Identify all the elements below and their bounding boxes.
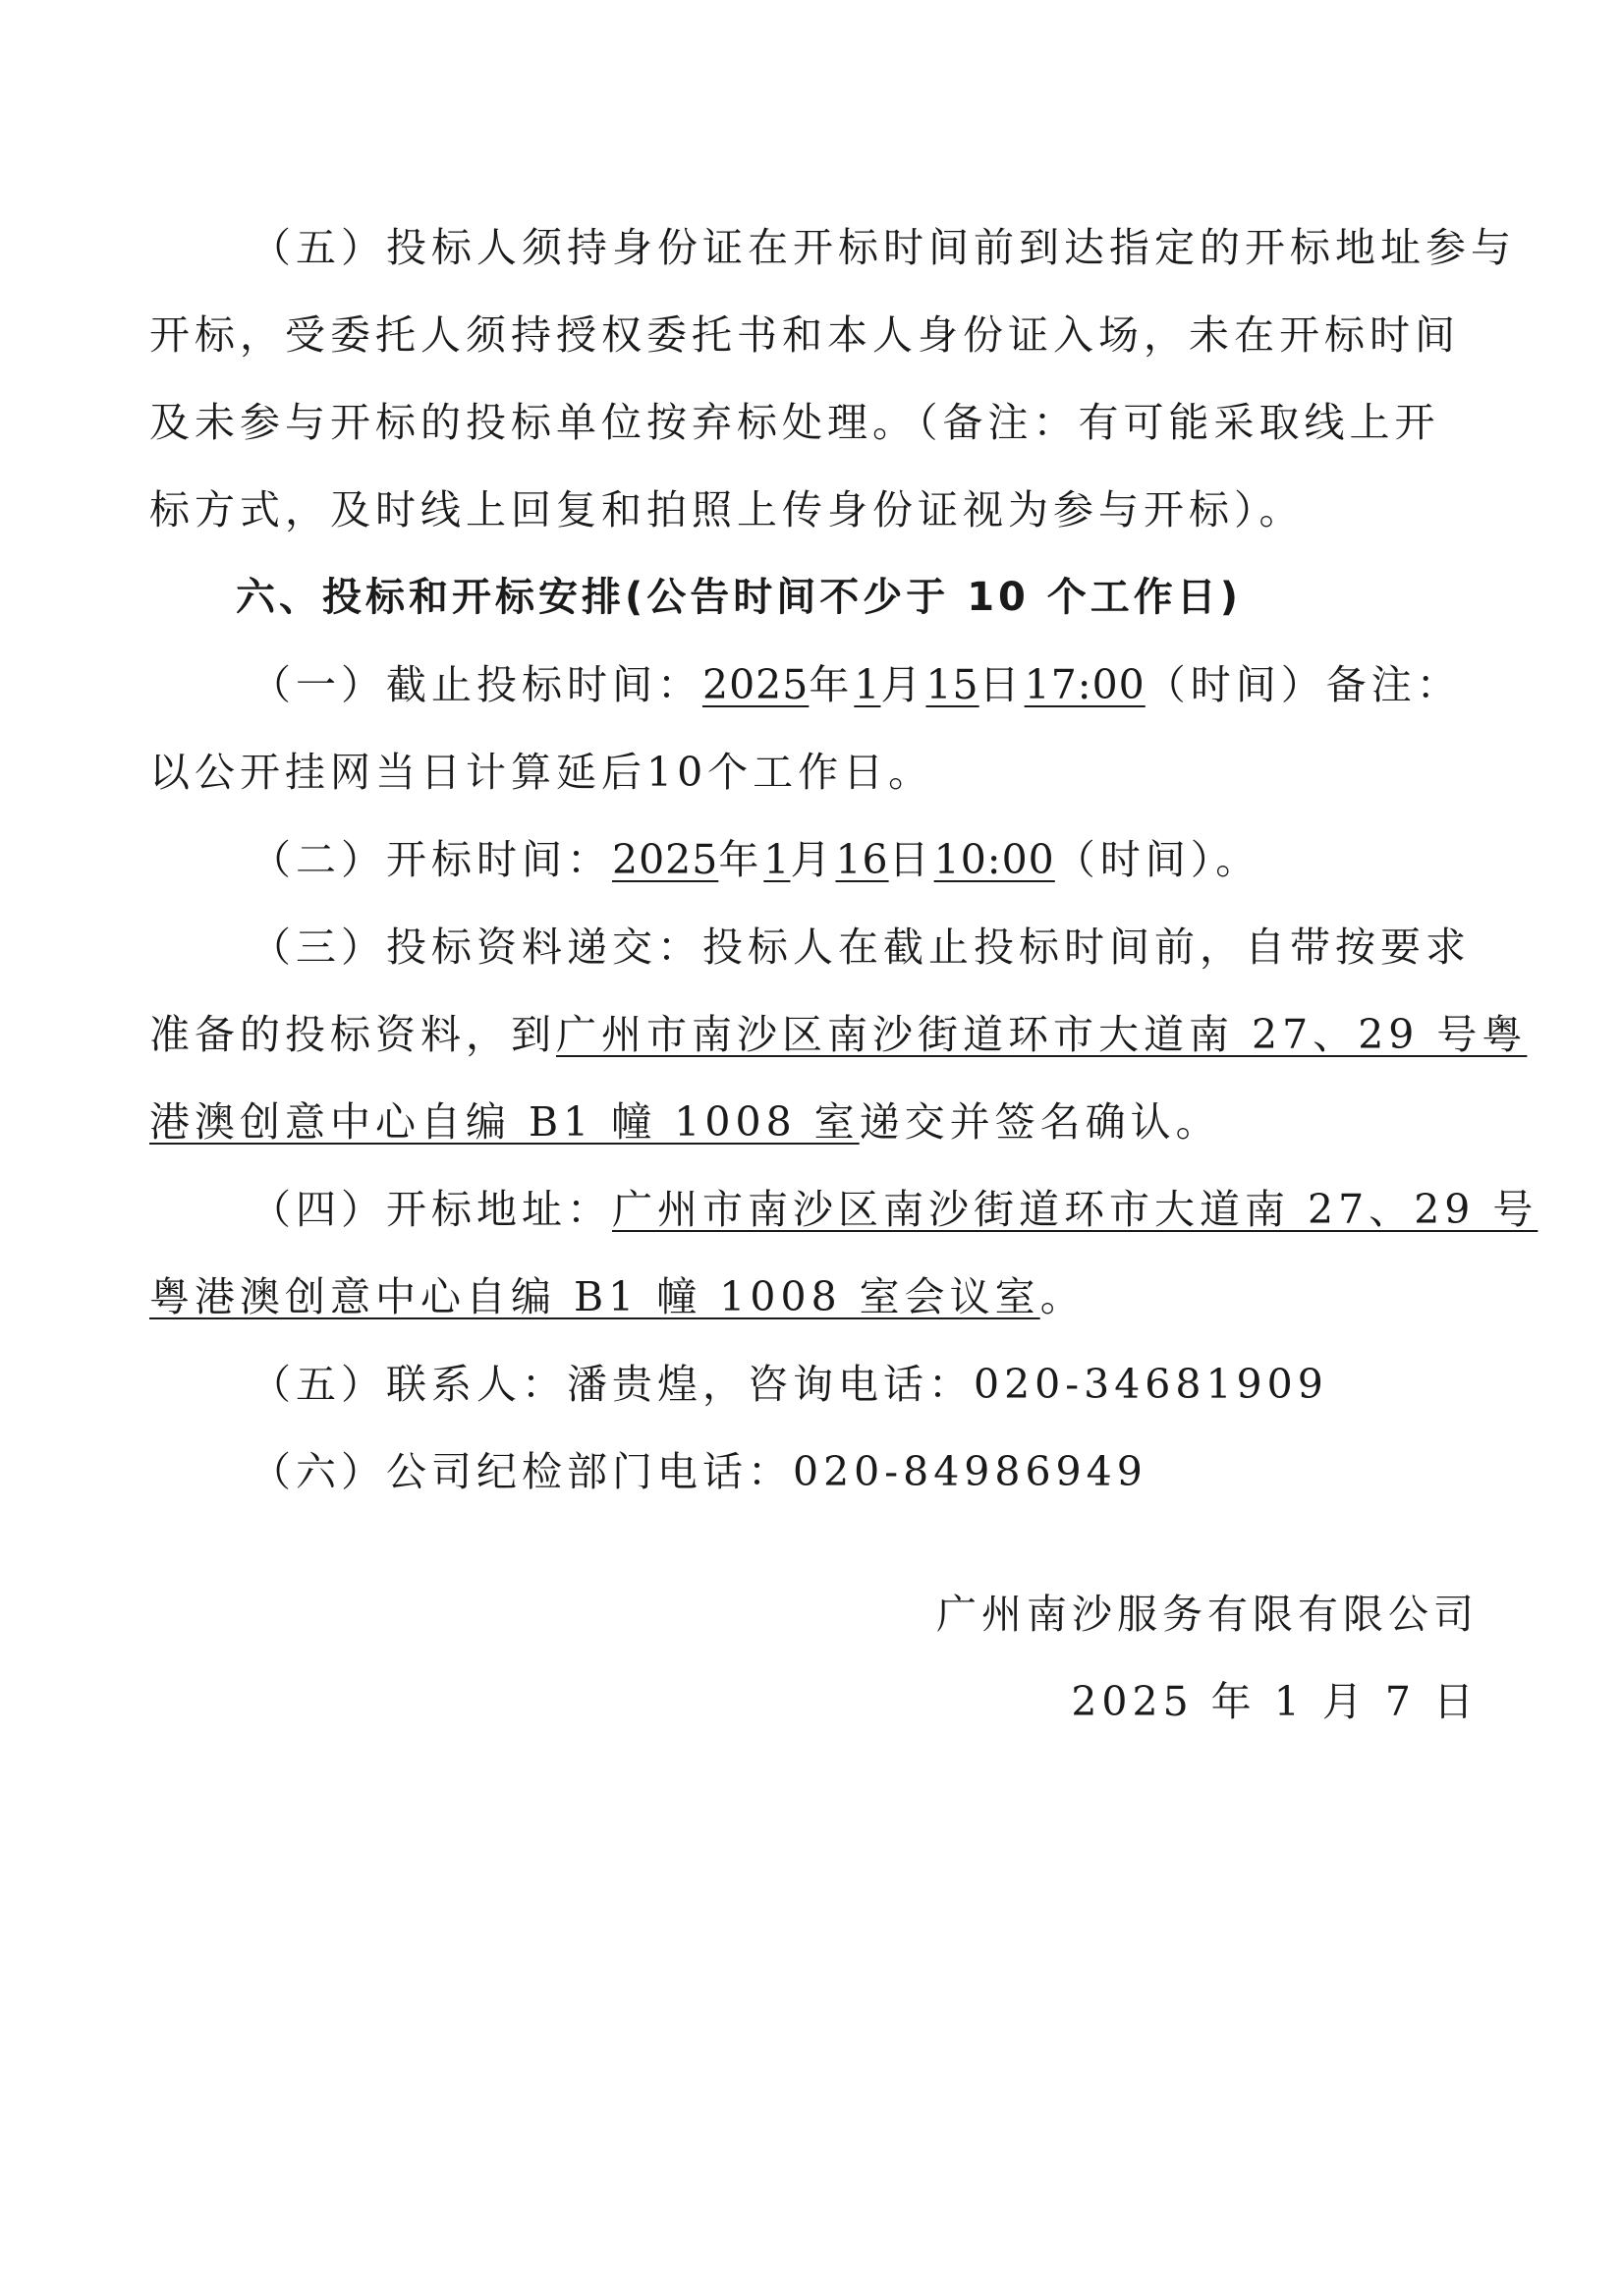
year-unit: 年	[809, 661, 855, 708]
opening-address-line1	[251, 1180, 1537, 1239]
year-unit: 年	[718, 836, 764, 883]
opening-address-suffix: 。	[1039, 1273, 1086, 1320]
paragraph-line	[0, 480, 1621, 539]
paragraph-line	[0, 218, 1621, 277]
opening-year: 2025	[612, 836, 719, 883]
signature-date: 2025 年 1 月 7 日	[1071, 1678, 1479, 1725]
month-unit: 月	[790, 836, 836, 883]
opening-address-prefix: （四）开标地址：	[251, 1186, 612, 1233]
submission-line2	[149, 1005, 1527, 1064]
opening-address-line2	[149, 1267, 1086, 1326]
opening-time: 10:00	[933, 836, 1055, 883]
paragraph-line	[0, 306, 1621, 364]
text-line: 标方式，及时线上回复和拍照上传身份证视为参与开标）。	[149, 486, 1305, 533]
opening-day: 16	[835, 836, 889, 883]
opening-prefix: （二）开标时间：	[251, 836, 612, 883]
submission-text: （三）投标资料递交：投标人在截止投标时间前，自带按要求	[251, 924, 1471, 971]
inspection-phone-text: （六）公司纪检部门电话：020-84986949	[251, 1448, 1147, 1495]
text-line: 及未参与开标的投标单位按弃标处理。（备注：有可能采取线上开	[149, 399, 1440, 446]
opening-address-cont: 粤港澳创意中心自编 B1 幢 1008 室会议室	[149, 1273, 1040, 1320]
deadline-time: 17:00	[1024, 661, 1146, 708]
submission-address: 广州市南沙区南沙街道环市大道南 27、29 号粤	[556, 1011, 1528, 1058]
paragraph-line	[0, 1005, 1621, 1064]
paragraph-line	[0, 1442, 1621, 1501]
month-unit: 月	[880, 661, 926, 708]
day-unit: 日	[888, 836, 934, 883]
contact-text: （五）联系人：潘贵煌，咨询电话：020-34681909	[251, 1361, 1328, 1408]
deadline-prefix: （一）截止投标时间：	[251, 661, 702, 708]
deadline-text	[251, 655, 1462, 714]
deadline-day: 15	[925, 661, 979, 708]
text-line: 开标，受委托人须持授权委托书和本人身份证入场，未在开标时间	[149, 311, 1460, 359]
submission-suffix: 递交并签名确认。	[859, 1098, 1221, 1146]
paragraph-line	[0, 1355, 1621, 1414]
deadline-month: 1	[854, 661, 881, 708]
paragraph-line	[0, 918, 1621, 977]
signature-company: 广州南沙服务有限有限公司	[936, 1591, 1479, 1638]
opening-address: 广州市南沙区南沙街道环市大道南 27、29 号	[612, 1186, 1538, 1233]
paragraph-line	[0, 1092, 1621, 1151]
opening-month: 1	[763, 836, 791, 883]
opening-time-text	[251, 830, 1260, 889]
section-heading	[0, 568, 1621, 627]
deadline-line	[0, 655, 1621, 714]
submission-prefix: 准备的投标资料，到	[149, 1011, 556, 1058]
deadline-suffix: （时间）备注：	[1145, 661, 1462, 708]
submission-address-cont: 港澳创意中心自编 B1 幢 1008 室	[149, 1098, 860, 1146]
text-line: （五）投标人须持身份证在开标时间前到达指定的开标地址参与	[251, 224, 1516, 271]
paragraph-line	[0, 393, 1621, 452]
deadline-note: 以公开挂网当日计算延后10个工作日。	[149, 749, 934, 796]
opening-suffix: （时间）。	[1054, 836, 1261, 883]
day-unit: 日	[978, 661, 1025, 708]
paragraph-line	[0, 743, 1621, 802]
paragraph-line	[0, 1267, 1621, 1326]
deadline-year: 2025	[702, 661, 810, 708]
submission-line3	[149, 1092, 1221, 1151]
paragraph-line	[0, 1180, 1621, 1239]
section-heading-text: 六、投标和开标安排(公告时间不少于 10 个工作日)	[236, 575, 1243, 620]
opening-time-line	[0, 830, 1621, 889]
